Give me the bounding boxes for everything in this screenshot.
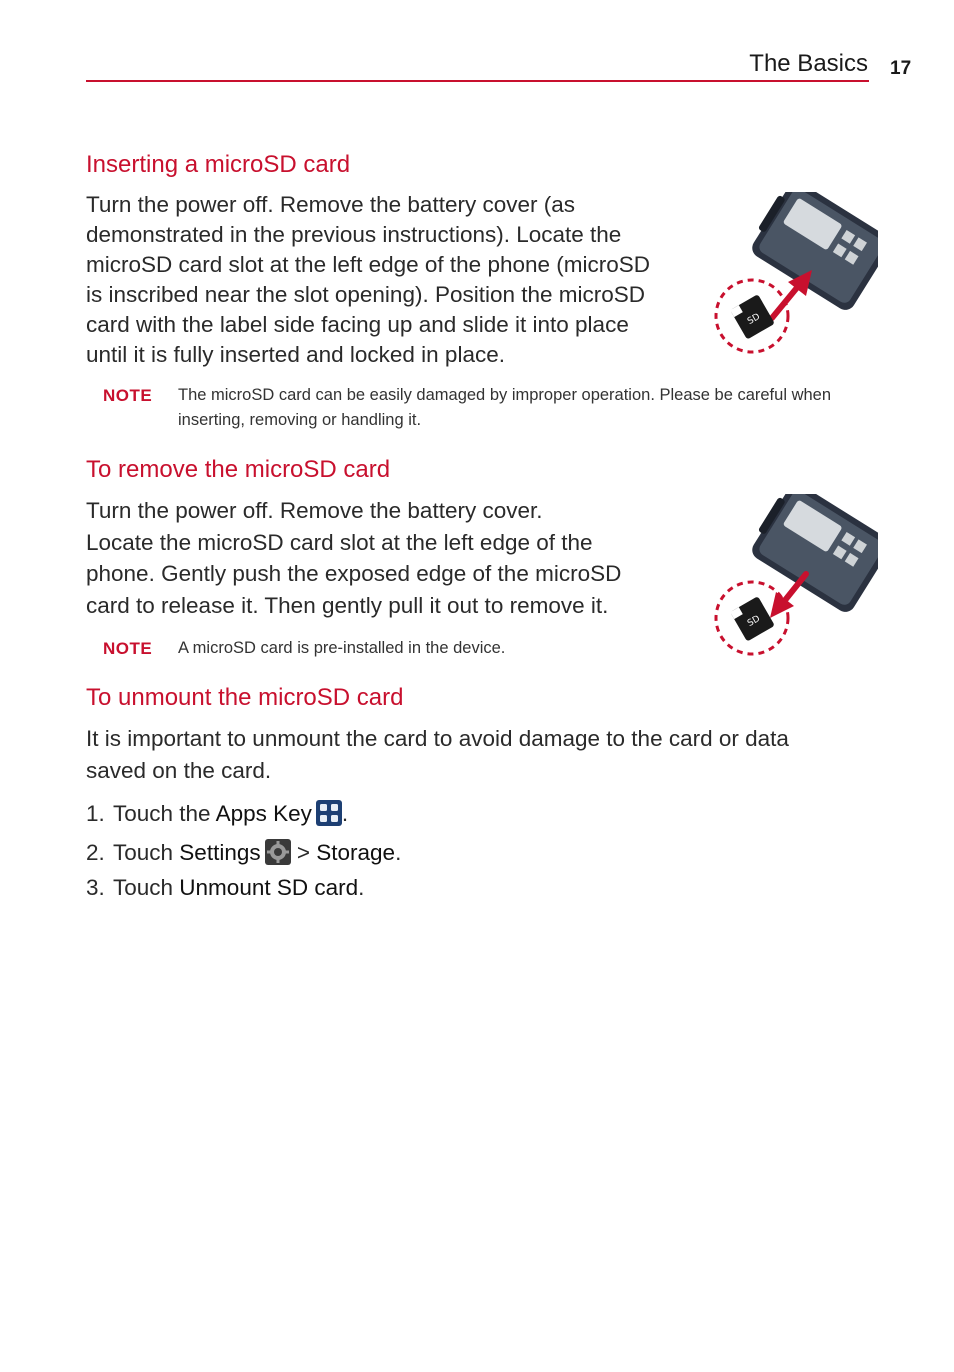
section-heading-insert: Inserting a microSD card [86,151,351,178]
insert-line: Turn the power off. Remove the battery cover (as [86,192,575,217]
settings-icon [265,839,291,865]
step-suffix: . [358,875,365,900]
remove-line: Turn the power off. Remove the battery cover. [86,498,543,523]
step-number: 3. [86,875,105,900]
unmount-line: saved on the card. [86,757,272,783]
step-suffix: . [395,840,402,865]
svg-text:SD: SD [746,613,762,629]
remove-line: Locate the microSD card slot at the left edge of the [86,529,593,555]
step-text: Touch [113,840,180,865]
unmount-line: It is important to unmount the card to avoid damage to the card or data [86,726,789,751]
step-3 [86,875,364,901]
insert-line: card with the label side facing up and slide it into place [86,312,629,337]
note-text [178,636,505,661]
step-2 [86,839,401,866]
unmount-paragraph [86,723,789,786]
insert-line: is inscribed near the slot opening). Position the microSD [86,282,646,307]
step-number: 2. [86,840,105,865]
page-number: 17 [890,58,912,79]
remove-microsd-illustration [714,494,878,660]
remove-line: phone. Gently push the exposed edge of the microSD [86,561,622,586]
unmount-sd-card-label: Unmount SD card [179,875,359,900]
step-text: Touch the [113,801,216,826]
insert-microsd-illustration [714,192,878,358]
header-divider [86,80,869,82]
section-heading-remove: To remove the microSD card [86,456,391,483]
note-text [178,383,831,433]
step-separator: > [290,840,317,865]
remove-paragraph [86,495,621,621]
note-line: A microSD card is pre-installed in the device. [178,639,506,657]
note-line: The microSD card can be easily damaged by improper operation. Please be careful when [178,386,832,404]
step-number: 1. [86,801,105,826]
header-section-title: The Basics [749,50,868,77]
insert-line: microSD card slot at the left edge of the phone (microSD [86,252,651,277]
apps-key-icon [316,800,342,826]
step-1 [86,800,348,827]
step-text: Touch [113,875,180,900]
note-label: NOTE [103,639,153,658]
settings-label: Settings [179,840,261,865]
storage-label: Storage [316,840,396,865]
svg-text:SD: SD [746,311,762,327]
note-label: NOTE [103,386,153,405]
insert-line: until it is fully inserted and locked in place. [86,342,505,367]
apps-key-label: Apps Key [215,801,312,826]
note-line: inserting, removing or handling it. [178,411,422,429]
remove-line: card to release it. Then gently pull it out to remove it. [86,592,609,618]
section-heading-unmount: To unmount the microSD card [86,684,404,711]
insert-line: demonstrated in the previous instructions). Locate the [86,222,622,247]
step-suffix: . [341,801,349,826]
insert-paragraph [86,190,650,370]
